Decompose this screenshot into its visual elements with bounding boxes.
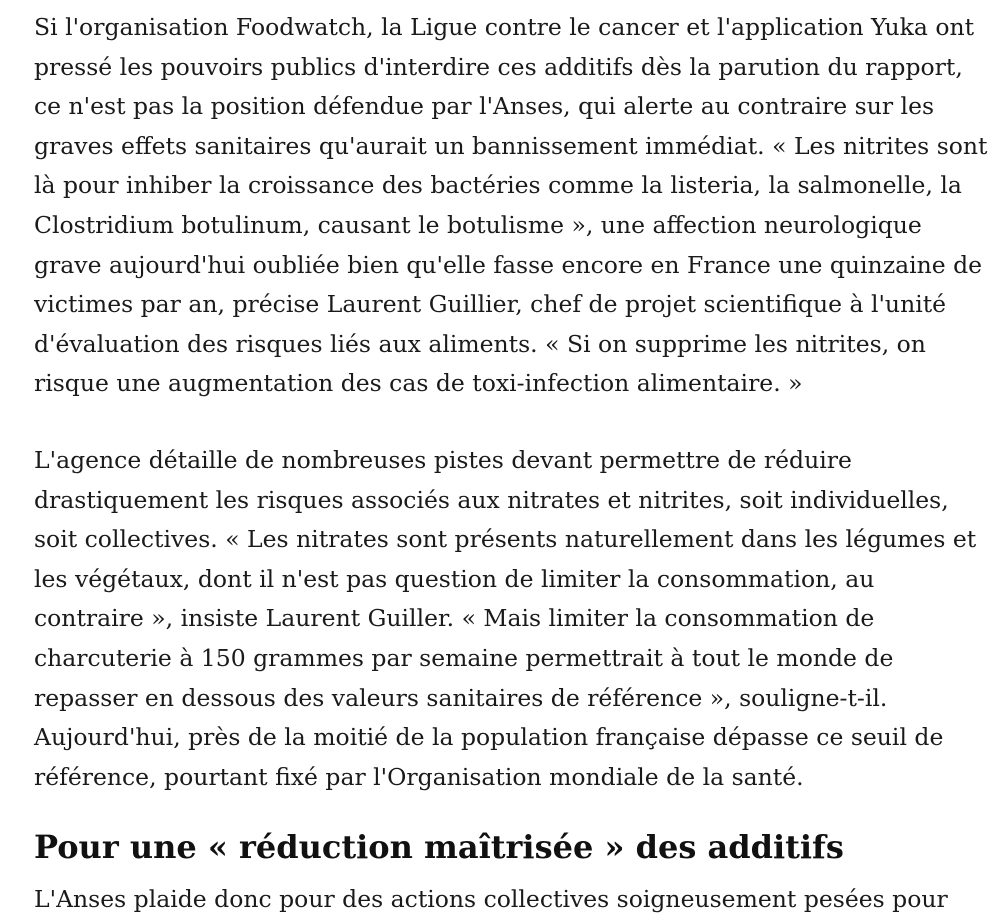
paragraph-line: pressé les pouvoirs publics d'interdire ces additifs dès la parution du rapport, bbox=[34, 52, 963, 81]
paragraph-line: là pour inhiber la croissance des bactéries comme la listeria, la salmonelle, la bbox=[34, 171, 962, 200]
paragraph-line: Aujourd'hui, près de la moitié de la population française dépasse ce seuil de bbox=[34, 723, 944, 752]
paragraph-line: drastiquement les risques associés aux nitrates et nitrites, soit individuelles, bbox=[34, 485, 949, 514]
paragraph-line: L'agence détaille de nombreuses pistes devant permettre de réduire bbox=[34, 446, 852, 474]
article-paragraph bbox=[34, 441, 976, 797]
paragraph-line: soit collectives. « Les nitrates sont présents naturellement dans les légumes et bbox=[34, 525, 977, 554]
paragraph-line: contraire », insiste Laurent Guiller. « Mais limiter la consommation de bbox=[34, 604, 875, 633]
paragraph-line: risque une augmentation des cas de toxi-infection alimentaire. » bbox=[34, 369, 803, 398]
paragraph-line: L'Anses plaide donc pour des actions collectives soigneusement pesées pour bbox=[34, 885, 948, 913]
paragraph-line: référence, pourtant fixé par l'Organisation mondiale de la santé. bbox=[34, 762, 804, 791]
paragraph-line: les végétaux, dont il n'est pas question de limiter la consommation, au bbox=[34, 564, 875, 593]
paragraph-line: ce n'est pas la position défendue par l'Anses, qui alerte au contraire sur les bbox=[34, 92, 935, 121]
article-paragraph bbox=[34, 8, 988, 404]
paragraph-line: grave aujourd'hui oubliée bien qu'elle fasse encore en France une quinzaine de bbox=[34, 250, 983, 279]
section-heading: Pour une « réduction maîtrisée » des additifs bbox=[34, 828, 844, 866]
paragraph-line: graves effets sanitaires qu'aurait un bannissement immédiat. « Les nitrites sont bbox=[34, 131, 988, 160]
paragraph-line: Clostridium botulinum, causant le botulisme », une affection neurologique bbox=[34, 210, 922, 239]
article-paragraph bbox=[34, 880, 948, 920]
paragraph-line: charcuterie à 150 grammes par semaine permettrait à tout le monde de bbox=[34, 643, 894, 672]
paragraph-line: victimes par an, précise Laurent Guillier, chef de projet scientifique à l'unité bbox=[34, 290, 947, 319]
paragraph-line: repasser en dessous des valeurs sanitaires de référence », souligne-t-il. bbox=[34, 683, 888, 712]
paragraph-line: Si l'organisation Foodwatch, la Ligue contre le cancer et l'application Yuka ont bbox=[34, 13, 975, 41]
paragraph-line: d'évaluation des risques liés aux aliments. « Si on supprime les nitrites, on bbox=[34, 329, 926, 358]
